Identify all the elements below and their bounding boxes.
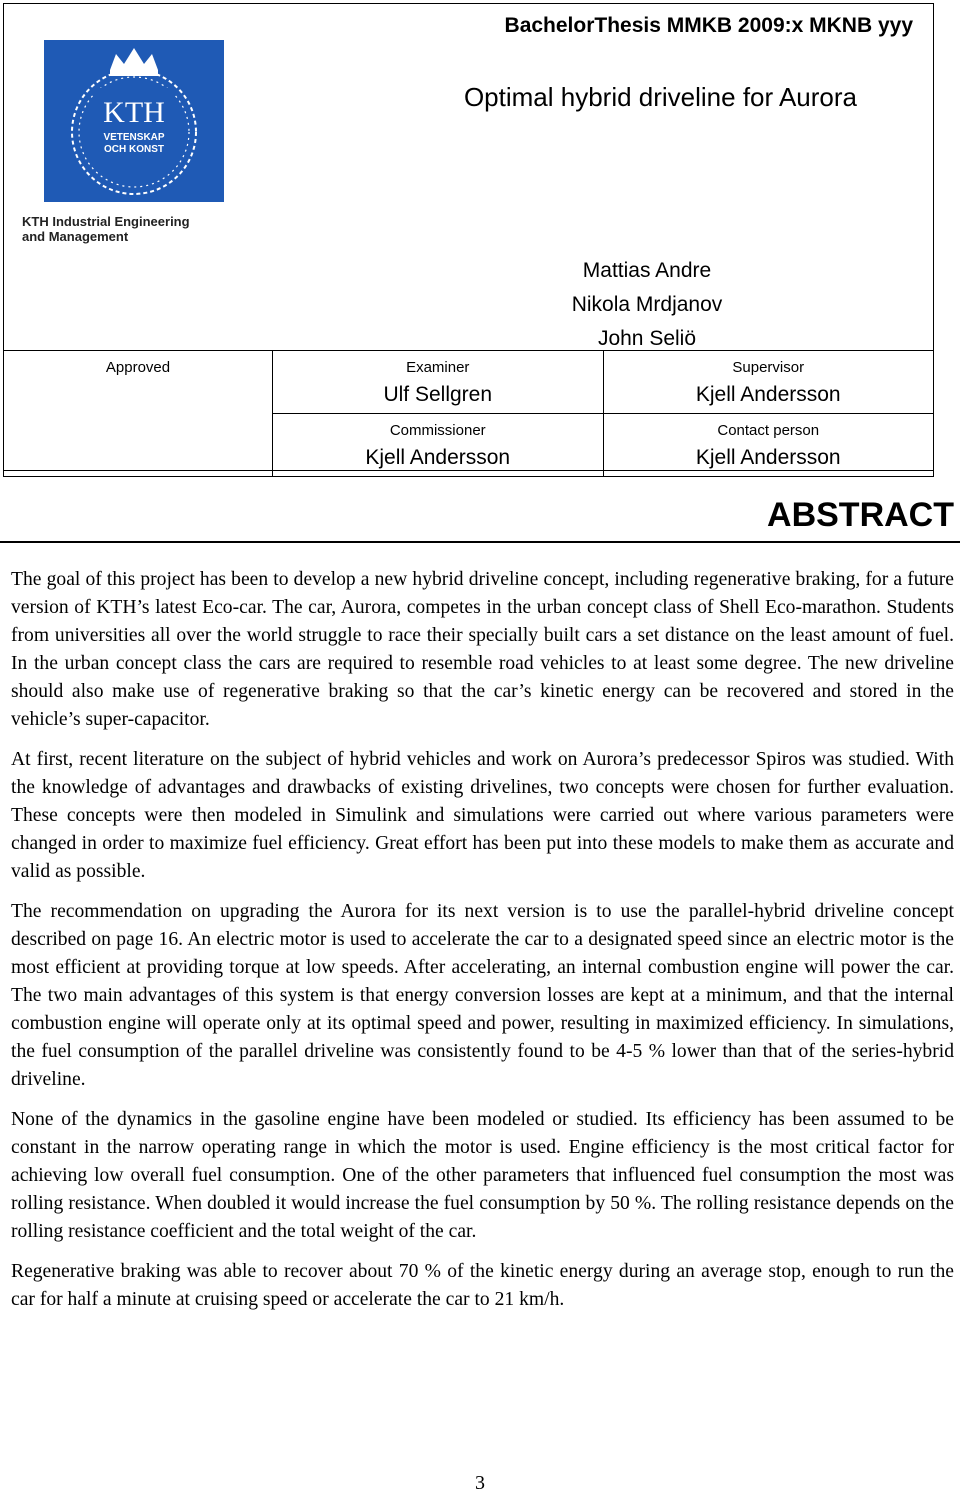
logo-subtitle-line-2: and Management — [22, 229, 129, 244]
supervisor-name: Kjell Andersson — [695, 383, 841, 406]
abstract-paragraph-2: At first, recent literature on the subject of hybrid vehicles and work on Aurora’s predecessor Spiros was studied. With the knowledge of advantages and drawbacks of existing drivelines, two concepts were chosen for further evaluation. These concepts were then modeled in Simulink and simulations were carried out where various parameters were changed in order to maximize fuel efficiency. Great effort has been put into these models to make them as accurate and valid as possible. — [11, 749, 954, 882]
abstract-body — [11, 566, 954, 1326]
commissioner-label: Commissioner — [389, 422, 486, 439]
logo-line-3: OCH KONST — [104, 144, 164, 155]
contact-value-cell — [603, 446, 934, 477]
abstract-heading: ABSTRACT — [767, 496, 954, 534]
kth-logo — [44, 40, 224, 202]
contact-label: Contact person — [717, 422, 820, 439]
author-list — [564, 254, 730, 356]
approval-table — [3, 350, 934, 477]
abstract-paragraph-4: None of the dynamics in the gasoline engine have been modeled or studied. Its efficiency has been assumed to be constant in the narrow operating range in which the motor is used. Engine efficiency is the most critical factor for achieving low overall fuel consumption. One of the other parameters that influenced fuel consumption the most was rolling resistance. When doubled it would increase the fuel consumption by 50 %. The rolling resistance depends on the rolling resistance coefficient and the total weight of the car. — [11, 1109, 954, 1242]
author-3: John Seliö — [597, 327, 697, 350]
contact-name: Kjell Andersson — [695, 446, 841, 469]
abstract-paragraph-5: Regenerative braking was able to recover about 70 % of the kinetic energy during an average stop, enough to run the car for half a minute at cruising speed or accelerate the car to 21 km/h. — [11, 1261, 954, 1310]
approved-label: Approved — [105, 359, 171, 376]
logo-subtitle-line-1: KTH Industrial Engineering — [22, 214, 190, 229]
author-1: Mattias Andre — [582, 259, 712, 282]
supervisor-value-cell — [603, 383, 934, 414]
page-number: 3 — [475, 1472, 485, 1494]
examiner-cell — [273, 351, 604, 384]
series-label: BachelorThesis MMKB 2009:x MKNB yyy — [504, 14, 913, 37]
heading-rule — [0, 541, 960, 543]
logo-kth-text: KTH — [103, 96, 165, 129]
logo-line-2: VETENSKAP — [103, 132, 165, 143]
examiner-label: Examiner — [406, 359, 470, 376]
abstract-paragraph-3: The recommendation on upgrading the Aurora for its next version is to use the parallel-hybrid driveline concept described on page 16. An electric motor is used to accelerate the car to a designated speed since an electric motor is the most efficient at providing torque at low speeds. After accelerating, an internal combustion engine will power the car. The two main advantages of this system is that energy conversion losses are kept at a minimum, and that the internal combustion engine will operate only at its optimal speed and power, resulting in maximized efficiency. In simulations, the fuel consumption of the parallel driveline was consistently found to be 4-5 % lower than that of the series-hybrid driveline. — [11, 901, 954, 1090]
abstract-paragraph-1: The goal of this project has been to develop a new hybrid driveline concept, including regenerative braking, for a future version of KTH’s latest Eco-car. The car, Aurora, competes in the urban concept class of Shell Eco-marathon. Students from universities all over the world struggle to race their specially built cars a set distance on the least amount of fuel. In the urban concept class the cars are required to resemble road vehicles to at least some degree. The new driveline should also make use of regenerative braking so that the car’s kinetic energy can be recovered and stored in the vehicle’s super-capacitor. — [11, 569, 954, 730]
supervisor-cell — [603, 351, 934, 384]
examiner-name: Ulf Sellgren — [383, 383, 493, 406]
kth-crest-icon — [44, 40, 224, 202]
thesis-title: Optimal hybrid driveline for Aurora — [463, 82, 857, 112]
contact-cell — [603, 414, 934, 447]
examiner-value-cell — [273, 383, 604, 414]
commissioner-cell — [273, 414, 604, 447]
commissioner-value-cell — [273, 446, 604, 477]
supervisor-label: Supervisor — [732, 359, 805, 376]
approved-cell — [4, 351, 273, 477]
author-2: Nikola Mrdjanov — [571, 293, 723, 316]
logo-subtitle — [22, 214, 190, 244]
commissioner-name: Kjell Andersson — [365, 446, 511, 469]
